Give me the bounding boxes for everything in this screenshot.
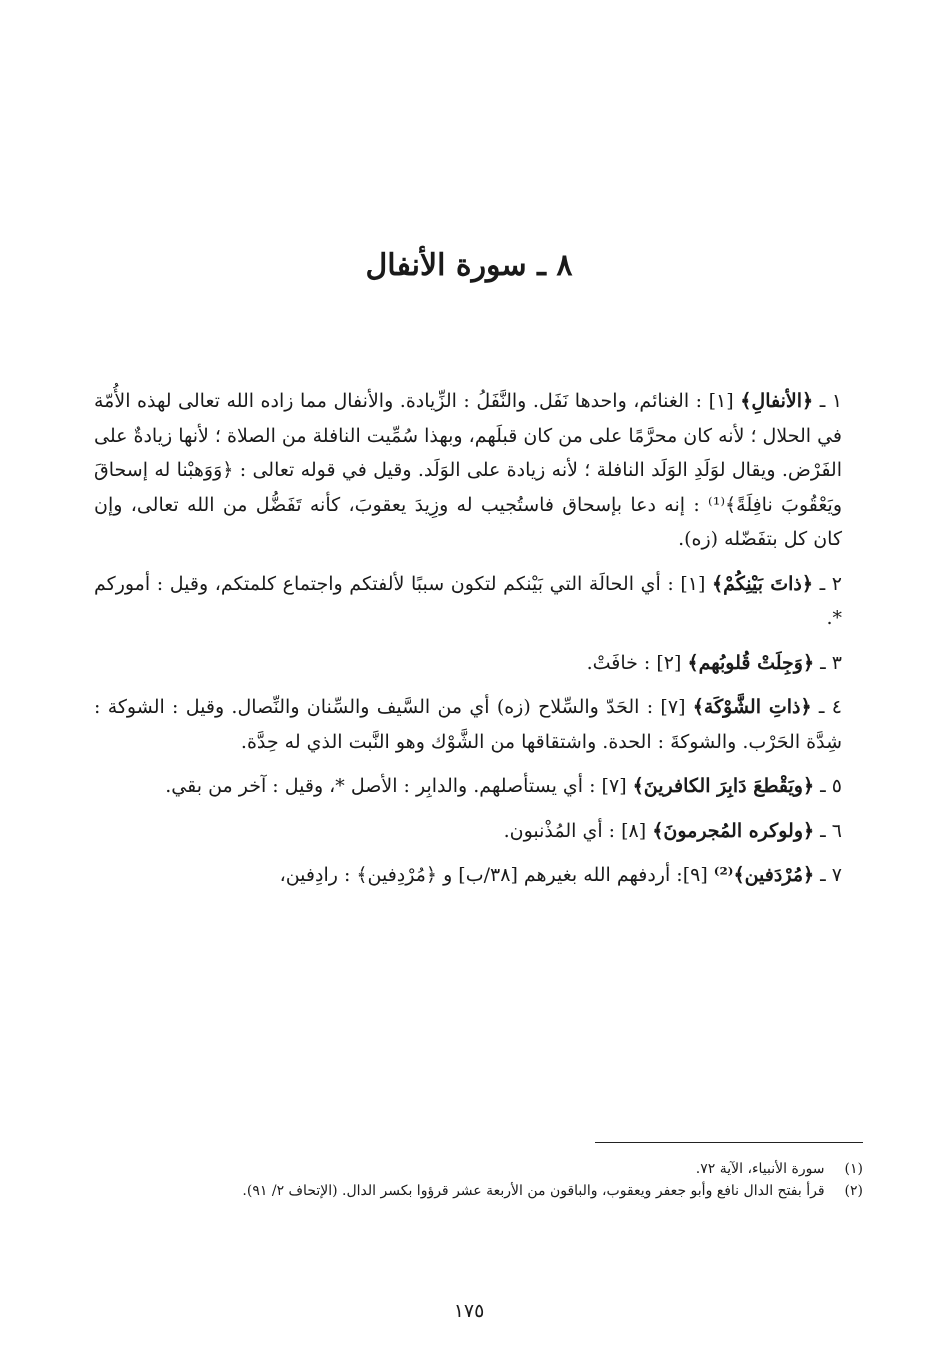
entry-6: [94, 814, 842, 849]
quran-term: ﴿الأنفالِ﴾: [740, 390, 814, 412]
footnote-marker: (١): [844, 1161, 863, 1177]
entry-explanation: [١] : الغنائم، واحدها نَفَل. والنَّفَلُ : الزِّيادة. والأنفال مما زاده الله تعالى لهذه الأُمّة في الحلال ؛ لأنه كان محرَّمًا على من كان قبلَهم، وبهذا سُمِّيت النافلة من الصلاة ؛ لأنها زيادةٌ على الفَرْض. ويقال لوَلَدِ الوَلَد النافلة ؛ لأنه زيادة على الوَلَد. وقيل في قوله تعالى : ﴿وَوَهبْنا له إسحاقَ ويَعْقُوبَ نافِلَةً﴾⁽¹⁾ : إنه دعا بإسحاق فاستُجيب له وزِيدَ يعقوبَ، كأنه تَفَضُّل من الله تعالى، وإن كان كل بتفَضّله (زه).: [94, 390, 843, 550]
main-text: [94, 384, 842, 903]
footnote-divider: [595, 1142, 863, 1143]
entry-5: [94, 769, 842, 804]
footnote-text: قرأ بفتح الدال نافع وأبو جعفر ويعقوب، والباقون من الأربعة عشر قرؤوا بكسر الدال. (الإتحاف ٢/ ٩١).: [242, 1183, 825, 1199]
entry-explanation: [٧] : الحَدّ والسِّلاح (زه) أي من السَّيف والسِّنان والنِّصال. وقيل : الشوكة : شِدَّة الحَرْب. والشوكةَ : الحدة. واشتقاقها من الشَّوْك وهو النَّبت الذي له حِدَّة.: [94, 696, 842, 753]
quran-term: ﴿ذاتَ بَيْنِكُمْ﴾: [712, 572, 813, 595]
entry-number: ٢ ـ: [819, 572, 842, 595]
entry-7: [94, 858, 842, 893]
quran-term: ﴿ذاتِ الشَّوْكَة﴾: [692, 696, 812, 718]
entry-explanation: [٢] : خافَتْ.: [586, 651, 682, 674]
footnotes: [93, 1158, 863, 1202]
footnote-1: [93, 1158, 863, 1180]
entry-explanation: [١] : أي الحالَة التي بَيْنكم لتكون سببًا لألفتكم واجتماع كلمتكم، وقيل : أموركم *.: [94, 572, 842, 629]
entry-number: ٣ ـ: [820, 651, 842, 674]
quran-term: ﴿ولوكره المُجرمونَ﴾: [652, 819, 815, 842]
page-number: ١٧٥: [453, 1300, 485, 1322]
entry-4: [94, 690, 842, 759]
footnote-2: [93, 1180, 863, 1202]
entry-3: [94, 646, 842, 681]
entry-number: ٥ ـ: [820, 775, 842, 797]
entry-explanation: [٨] : أي المُذْنبون.: [503, 819, 647, 842]
entry-explanation: [٧] : أي يستأصلهم. والدابِر : الأصل *، وقيل : آخر من بقي.: [165, 775, 627, 797]
quran-term: ﴿وَجِلَتْ قُلوبُهم﴾: [687, 651, 815, 674]
entry-number: ١ ـ: [819, 390, 843, 412]
footnote-text: سورة الأنبياء، الآية ٧٢.: [695, 1161, 825, 1177]
entry-number: ٤ ـ: [818, 696, 842, 718]
surah-title: ٨ ـ سورة الأنفال: [365, 248, 573, 283]
entry-number: ٧ ـ: [820, 864, 842, 886]
footnote-marker: (٢): [844, 1183, 863, 1199]
entry-explanation: [٩]: أردفهم الله بغيرهم [٣٨/ب] و ﴿مُرْدِفين﴾ : رادِفين،: [279, 864, 708, 886]
entry-2: [94, 567, 842, 636]
quran-term: ﴿مُرْدَفين﴾⁽²⁾: [713, 864, 815, 886]
entry-number: ٦ ـ: [820, 819, 842, 842]
entry-1: [94, 384, 842, 557]
quran-term: ﴿ويَقْطعَ دَابِرَ الكافرينَ﴾: [632, 775, 815, 797]
